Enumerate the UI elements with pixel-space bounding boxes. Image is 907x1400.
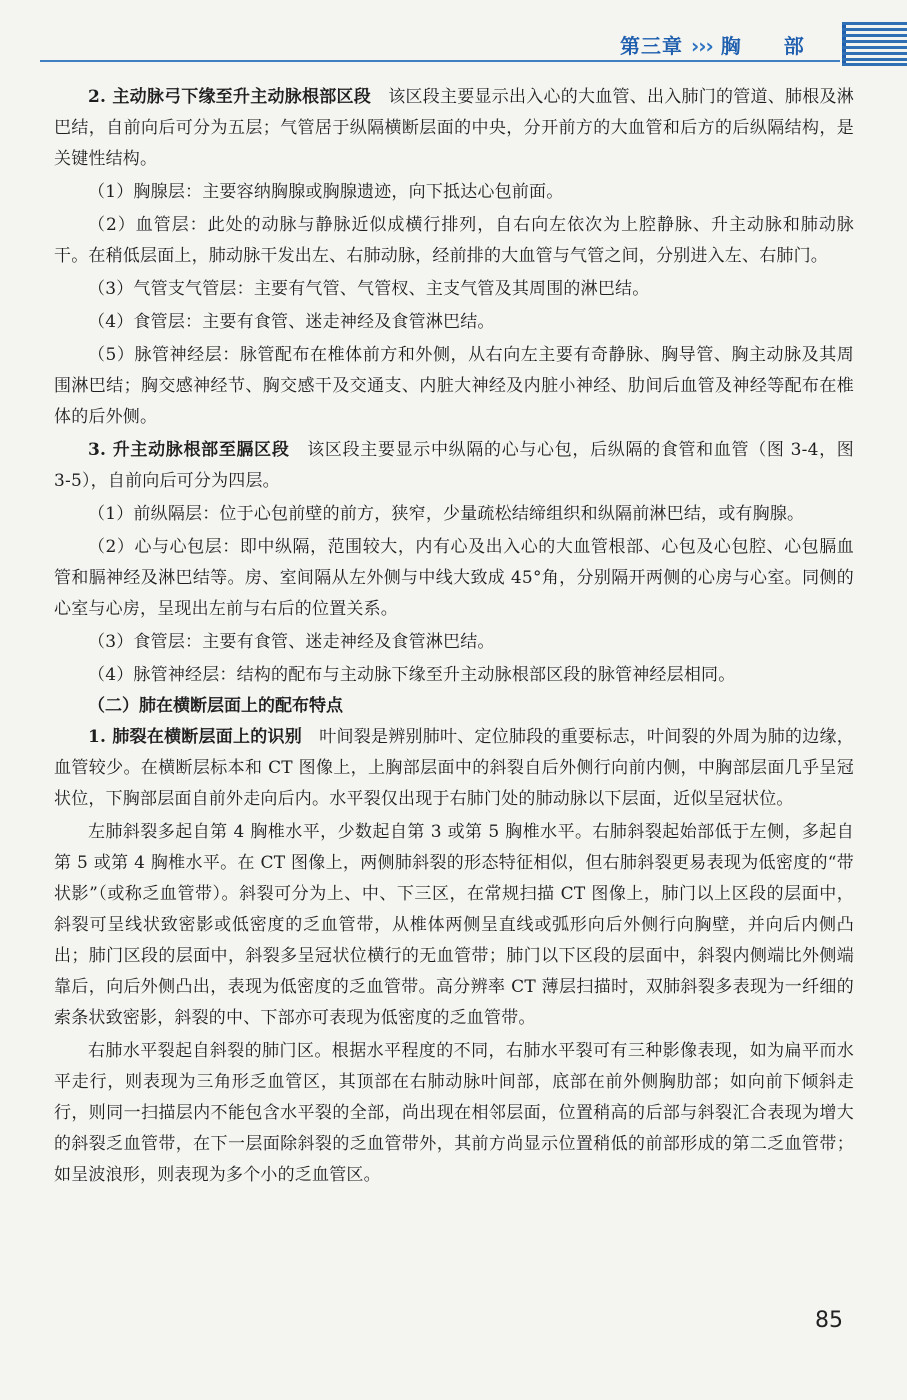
section-title: 胸 部 — [720, 34, 822, 58]
paragraph-text: （2）血管层：此处的动脉与静脉近似成横行排列，自右向左依次为上腔静脉、升主动脉和肺动脉干。在稍低层面上，肺动脉干发出左、右肺动脉，经前排的大血管与气管之间，分别进入左、右肺门。 — [54, 215, 854, 266]
paragraph-text: （4）食管层：主要有食管、迷走神经及食管淋巴结。 — [88, 312, 495, 332]
body-paragraph — [54, 177, 854, 208]
body-paragraph — [54, 82, 854, 175]
paragraph-text: （2）心与心包层：即中纵隔，范围较大，内有心及出入心的大血管根部、心包及心包腔、心包膈血管和膈神经及淋巴结等。房、室间隔从左外侧与中线大致成 45°角，分别隔开两侧的心房与心室。同侧的心室与心房，呈现出左前与右后的位置关系。 — [54, 537, 854, 619]
chevron-arrows-icon: ››› — [691, 34, 713, 58]
body-paragraph — [54, 499, 854, 530]
paragraph-text: （1）胸腺层：主要容纳胸腺或胸腺遗迹，向下抵达心包前面。 — [88, 182, 564, 202]
body-paragraph — [54, 435, 854, 497]
body-paragraph — [54, 627, 854, 658]
chapter-number: 第三章 — [620, 34, 683, 58]
header-rule — [40, 60, 840, 62]
paragraph-lead: 3. 升主动脉根部至膈区段 — [88, 440, 290, 460]
paragraph-text: （1）前纵隔层：位于心包前壁的前方，狭窄，少量疏松结缔组织和纵隔前淋巴结，或有胸腺。 — [88, 504, 805, 524]
body-paragraph — [54, 532, 854, 625]
paragraph-text: 右肺水平裂起自斜裂的肺门区。根据水平程度的不同，右肺水平裂可有三种影像表现，如为扁平而水平走行，则表现为三角形乏血管区，其顶部在右肺动脉叶间部，底部在前外侧胸肋部；如向前下倾斜走行，则同一扫描层内不能包含水平裂的全部，尚出现在相邻层面，位置稍高的后部与斜裂汇合表现为增大的斜裂乏血管带，在下一层面除斜裂的乏血管带外，其前方尚显示位置稍低的前部形成的第二乏血管带；如呈波浪形，则表现为多个小的乏血管区。 — [54, 1041, 854, 1185]
body-paragraph — [54, 274, 854, 305]
paragraph-text: 该区段主要显示出入心的大血管、出入肺门的管道、肺根及淋巴结，自前向后可分为五层；气管居于纵隔横断层面的中央，分开前方的大血管和后方的后纵隔结构，是关键性结构。 — [54, 87, 854, 169]
paragraph-lead: 2. 主动脉弓下缘至升主动脉根部区段 — [88, 87, 372, 107]
body-paragraph — [54, 210, 854, 272]
body-paragraph — [54, 340, 854, 433]
running-header — [0, 0, 907, 66]
section-subheading: （二）肺在横断层面上的配布特点 — [88, 696, 343, 716]
paragraph-text: （4）脉管神经层：结构的配布与主动脉下缘至升主动脉根部区段的脉管神经层相同。 — [88, 665, 736, 685]
body-paragraph — [54, 307, 854, 338]
page-body — [54, 82, 854, 1191]
paragraph-text: （3）食管层：主要有食管、迷走神经及食管淋巴结。 — [88, 632, 495, 652]
header-stripes-decoration — [842, 22, 907, 66]
paragraph-text: 叶间裂是辨别肺叶、定位肺段的重要标志，叶间裂的外周为肺的边缘，血管较少。在横断层标本和 CT 图像上，上胸部层面中的斜裂自后外侧行向前内侧，中胸部层面几乎呈冠状位，下胸部层面自前外走向后内。水平裂仅出现于右肺门处的肺动脉以下层面，近似呈冠状位。 — [54, 727, 854, 809]
paragraph-lead: 1. 肺裂在横断层面上的识别 — [88, 727, 303, 747]
paragraph-text: （3）气管支气管层：主要有气管、气管杈、主支气管及其周围的淋巴结。 — [88, 279, 650, 299]
paragraph-text: 左肺斜裂多起自第 4 胸椎水平，少数起自第 3 或第 5 胸椎水平。右肺斜裂起始部低于左侧，多起自第 5 或第 4 胸椎水平。在 CT 图像上，两侧肺斜裂的形态特征相似，但右肺斜裂更易表现为低密度的“带状影”（或称乏血管带）。斜裂可分为上、中、下三区，在常规扫描 CT 图像上，肺门以上区段的层面中，斜裂可呈线状致密影或低密度的乏血管带，从椎体两侧呈直线或弧形向后外侧行向胸壁，并向后内侧凸出；肺门区段的层面中，斜裂多呈冠状位横行的无血管带；肺门以下区段的层面中，斜裂内侧端比外侧端靠后，向后外侧凸出，表现为低密度的乏血管带。高分辨率 CT 薄层扫描时，双肺斜裂多表现为一纤细的索条状致密影，斜裂的中、下部亦可表现为低密度的乏血管带。 — [54, 822, 854, 1028]
body-paragraph — [54, 817, 854, 1034]
page-number: 85 — [815, 1308, 843, 1333]
paragraph-text: （5）脉管神经层：脉管配布在椎体前方和外侧，从右向左主要有奇静脉、胸导管、胸主动脉及其周围淋巴结；胸交感神经节、胸交感干及交通支、内脏大神经及内脏小神经、肋间后血管及神经等配布在椎体的后外侧。 — [54, 345, 854, 427]
body-paragraph — [54, 1036, 854, 1191]
body-paragraph — [54, 660, 854, 691]
paragraph-text: 该区段主要显示中纵隔的心与心包，后纵隔的食管和血管（图 3-4，图 3-5），自前向后可分为四层。 — [54, 440, 854, 491]
chapter-title — [620, 30, 822, 59]
body-paragraph — [54, 722, 854, 815]
